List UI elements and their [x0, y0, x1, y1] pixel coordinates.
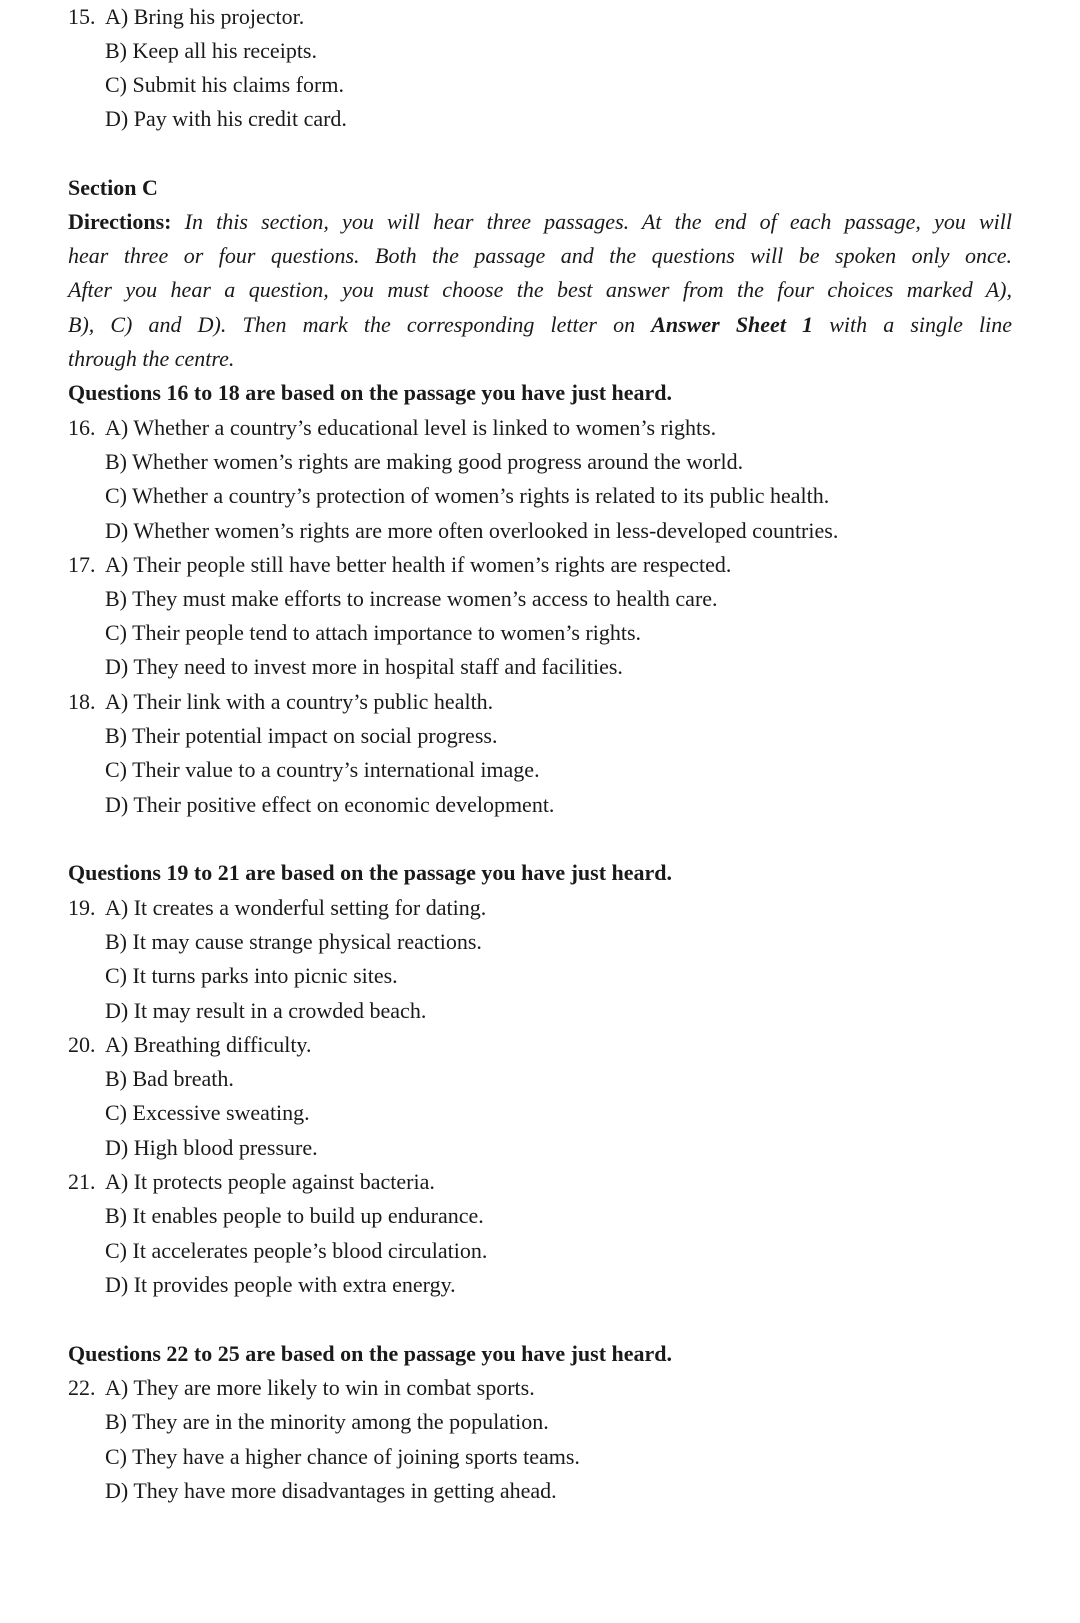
- question-21-option-c: C) It accelerates people’s blood circulation.: [105, 1238, 488, 1263]
- question-20-option-b: B) Bad breath.: [105, 1066, 234, 1091]
- directions-line-2: hear three or four questions. Both the passage and the questions will be spoken only once.: [68, 243, 1012, 268]
- question-16-option-c: C) Whether a country’s protection of women’s rights is related to its public health.: [105, 483, 830, 508]
- question-22-option-c: C) They have a higher chance of joining sports teams.: [105, 1444, 580, 1469]
- question-21-option-b: B) It enables people to build up endurance.: [105, 1203, 484, 1228]
- question-22-option-d: D) They have more disadvantages in getting ahead.: [105, 1478, 557, 1503]
- section-title: Section C: [68, 175, 158, 200]
- directions-line-3: After you hear a question, you must choose the best answer from the four choices marked A),: [68, 277, 1012, 302]
- question-17-option-a: A) Their people still have better health if women’s rights are respected.: [105, 552, 732, 577]
- question-18-option-b: B) Their potential impact on social progress.: [105, 723, 498, 748]
- question-16-option-a: A) Whether a country’s educational level is linked to women’s rights.: [105, 415, 717, 440]
- question-20-option-d: D) High blood pressure.: [105, 1135, 318, 1160]
- directions-label: Directions:: [68, 209, 172, 234]
- question-17-number: 17.: [68, 552, 96, 577]
- question-19-option-b: B) It may cause strange physical reactions.: [105, 929, 482, 954]
- question-16-option-b: B) Whether women’s rights are making good progress around the world.: [105, 449, 744, 474]
- question-18-option-d: D) Their positive effect on economic development.: [105, 792, 555, 817]
- question-19-option-a: A) It creates a wonderful setting for dating.: [105, 895, 487, 920]
- directions-line-1: Directions: In this section, you will hear three passages. At the end of each passage, you will: [68, 209, 1013, 234]
- group-2-heading: Questions 19 to 21 are based on the passage you have just heard.: [68, 860, 673, 885]
- group-3-heading: Questions 22 to 25 are based on the passage you have just heard.: [68, 1341, 673, 1366]
- question-17-option-b: B) They must make efforts to increase women’s access to health care.: [105, 586, 718, 611]
- question-18-option-a: A) Their link with a country’s public health.: [105, 689, 494, 714]
- answer-sheet-label: Answer Sheet 1: [651, 312, 814, 337]
- question-22-number: 22.: [68, 1375, 96, 1400]
- question-15-option-c: C) Submit his claims form.: [105, 72, 344, 97]
- question-20-option-a: A) Breathing difficulty.: [105, 1032, 312, 1057]
- question-18-number: 18.: [68, 689, 96, 714]
- group-1-heading: Questions 16 to 18 are based on the passage you have just heard.: [68, 380, 673, 405]
- directions-line-5: through the centre.: [68, 346, 235, 371]
- question-15-option-a: A) Bring his projector.: [105, 4, 305, 29]
- question-18-option-c: C) Their value to a country’s international image.: [105, 757, 540, 782]
- question-17-option-c: C) Their people tend to attach importance to women’s rights.: [105, 620, 642, 645]
- question-15-option-d: D) Pay with his credit card.: [105, 106, 347, 131]
- question-19-option-d: D) It may result in a crowded beach.: [105, 998, 427, 1023]
- question-19-option-c: C) It turns parks into picnic sites.: [105, 963, 398, 988]
- question-17-option-d: D) They need to invest more in hospital staff and facilities.: [105, 654, 623, 679]
- question-15-number: 15.: [68, 4, 96, 29]
- question-22-option-b: B) They are in the minority among the population.: [105, 1409, 549, 1434]
- question-21-number: 21.: [68, 1169, 96, 1194]
- question-21-option-d: D) It provides people with extra energy.: [105, 1272, 456, 1297]
- question-15-option-b: B) Keep all his receipts.: [105, 38, 317, 63]
- directions-line-4: B), C) and D). Then mark the corresponding letter on Answer Sheet 1 with a single line: [68, 312, 1012, 337]
- question-16-option-d: D) Whether women’s rights are more often overlooked in less-developed countries.: [105, 518, 839, 543]
- question-20-option-c: C) Excessive sweating.: [105, 1100, 310, 1125]
- question-19-number: 19.: [68, 895, 96, 920]
- question-21-option-a: A) It protects people against bacteria.: [105, 1169, 435, 1194]
- question-20-number: 20.: [68, 1032, 96, 1057]
- question-16-number: 16.: [68, 415, 96, 440]
- question-22-option-a: A) They are more likely to win in combat sports.: [105, 1375, 535, 1400]
